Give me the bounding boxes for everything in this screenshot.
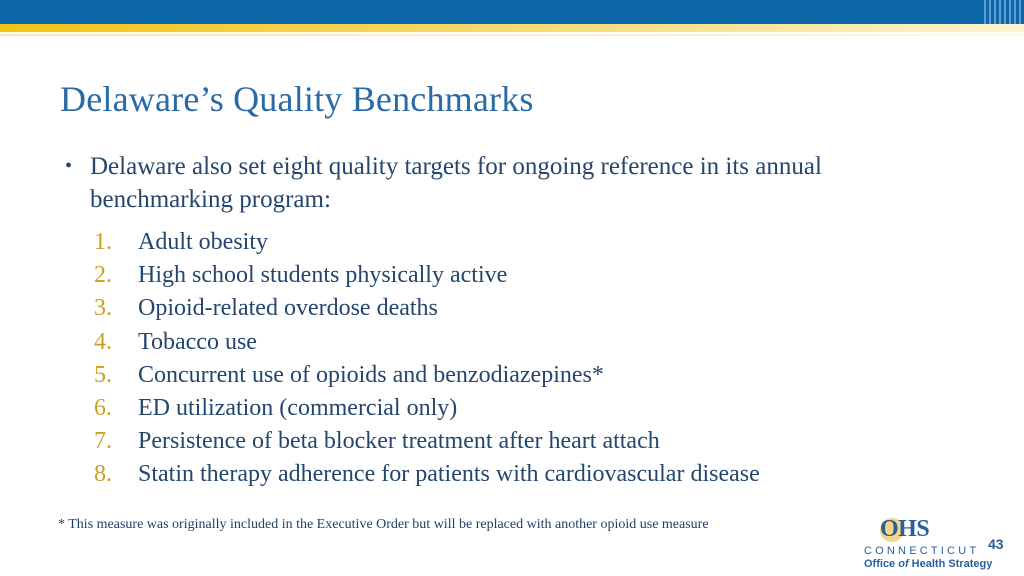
logo-mark: OHS (880, 516, 930, 542)
quality-targets-list (94, 226, 974, 492)
bullet-dot-icon: • (65, 155, 73, 177)
header-stripes (984, 0, 1024, 24)
logo-office-suffix: Health Strategy (908, 558, 993, 570)
ohs-logo (860, 516, 993, 572)
intro-bullet (66, 150, 946, 216)
gold-accent-band (0, 24, 1024, 32)
list-item-text: Statin therapy adherence for patients with cardiovascular disease (138, 461, 760, 488)
list-item-number: 4. (94, 328, 112, 355)
list-item-number: 8. (94, 461, 112, 488)
slide-title: Delaware’s Quality Benchmarks (60, 79, 534, 119)
list-item-text: Adult obesity (138, 229, 268, 255)
logo-office-name (864, 558, 992, 570)
list-item-text: ED utilization (commercial only) (138, 395, 458, 422)
list-item-number: 7. (94, 428, 112, 455)
list-item-number: 3. (94, 295, 112, 322)
list-item (94, 458, 974, 491)
list-item-number: 6. (94, 395, 112, 422)
list-item-number: 5. (94, 361, 112, 388)
list-item-text: Opioid-related overdose deaths (138, 295, 438, 322)
list-item (94, 292, 974, 325)
intro-bullet-text: Delaware also set eight quality targets for ongoing reference in its annual benchmarking program: (90, 153, 822, 213)
list-item (94, 425, 974, 458)
list-item-text: Concurrent use of opioids and benzodiazepines* (138, 361, 604, 388)
footnote: * This measure was originally included in the Executive Order but will be replaced with another opioid use measure (58, 517, 709, 532)
list-item-text: Persistence of beta blocker treatment after heart attach (138, 428, 660, 455)
list-item (94, 259, 974, 292)
list-item (94, 392, 974, 425)
page-number: 43 (988, 536, 1004, 552)
logo-office-of: of (898, 558, 909, 570)
list-item-number: 1. (94, 229, 112, 255)
gold-accent-line (0, 34, 1024, 36)
list-item-text: Tobacco use (138, 328, 257, 355)
list-item (94, 359, 974, 392)
list-item-number: 2. (94, 262, 112, 289)
logo-office-prefix: Office (864, 558, 899, 570)
list-item-text: High school students physically active (138, 262, 508, 289)
list-item (94, 326, 974, 359)
header-band (0, 0, 1024, 24)
logo-state-name: CONNECTICUT (864, 545, 980, 557)
list-item (94, 226, 974, 259)
